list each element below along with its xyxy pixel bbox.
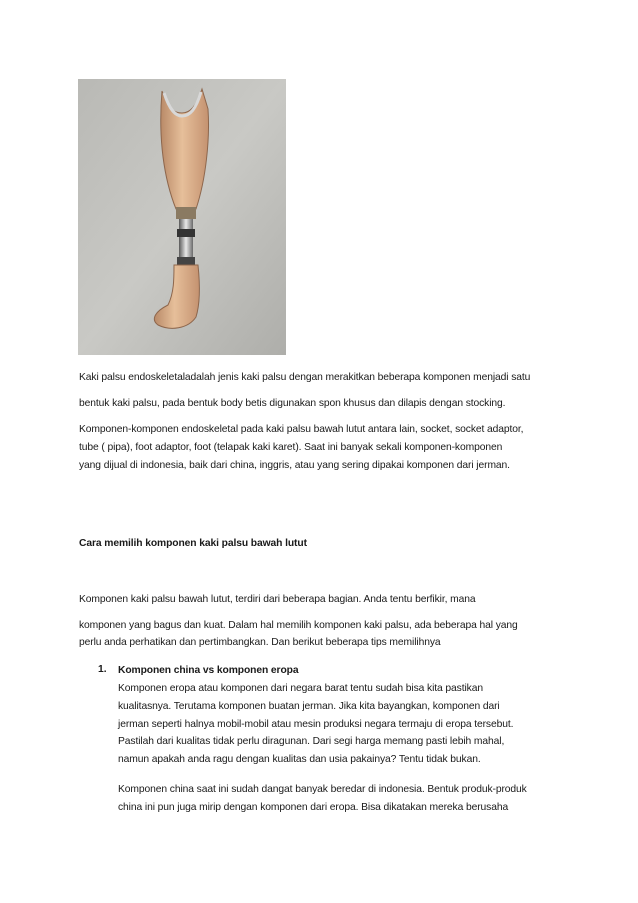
paragraph-line: tube ( pipa), foot adaptor, foot (telapak kaki karet). Saat ini banyak sekali komponen-komponen <box>79 442 503 453</box>
paragraph-line: bentuk kaki palsu, pada bentuk body betis digunakan spon khusus dan dilapis dengan stocking. <box>79 398 506 409</box>
list-item-line: Pastilah dari kualitas tidak perlu diragunan. Dari segi harga memang pasti lebih mahal, <box>118 736 505 747</box>
paragraph-line: Komponen-komponen endoskeletal pada kaki palsu bawah lutut antara lain, socket, socket adaptor, <box>79 424 524 435</box>
list-item-line: china ini pun juga mirip dengan komponen dari eropa. Bisa dikatakan mereka berusaha <box>118 802 509 813</box>
list-item-line: Komponen eropa atau komponen dari negara barat tentu sudah bisa kita pastikan <box>118 683 483 694</box>
prosthetic-leg-photo <box>78 79 286 355</box>
list-item-line: namun apakah anda ragu dengan kualitas dan usia pakainya? Tentu tidak bukan. <box>118 754 481 765</box>
paragraph-line: yang dijual di indonesia, baik dari china, inggris, atau yang sering dipakai komponen dari jerman. <box>79 460 510 471</box>
paragraph-line: perlu anda perhatikan dan pertimbangkan. Dan berikut beberapa tips memilihnya <box>79 637 441 648</box>
section-heading: Cara memilih komponen kaki palsu bawah lutut <box>79 538 307 549</box>
paragraph-line: komponen yang bagus dan kuat. Dalam hal memilih komponen kaki palsu, ada beberapa hal yang <box>79 620 518 631</box>
paragraph-line: Kaki palsu endoskeletaladalah jenis kaki palsu dengan merakitkan beberapa komponen menjadi satu <box>79 372 531 383</box>
list-number: 1. <box>98 664 107 675</box>
list-item-title: Komponen china vs komponen eropa <box>118 665 299 676</box>
list-item-line: kualitasnya. Terutama komponen buatan jerman. Jika kita bayangkan, komponen dari <box>118 701 500 712</box>
paragraph-line: Komponen kaki palsu bawah lutut, terdiri dari beberapa bagian. Anda tentu berfikir, mana <box>79 594 476 605</box>
list-item-line: jerman seperti halnya mobil-mobil atau mesin produksi negara termaju di eropa tersebut. <box>118 719 514 730</box>
list-item-line: Komponen china saat ini sudah dangat banyak beredar di indonesia. Bentuk produk-produk <box>118 784 527 795</box>
